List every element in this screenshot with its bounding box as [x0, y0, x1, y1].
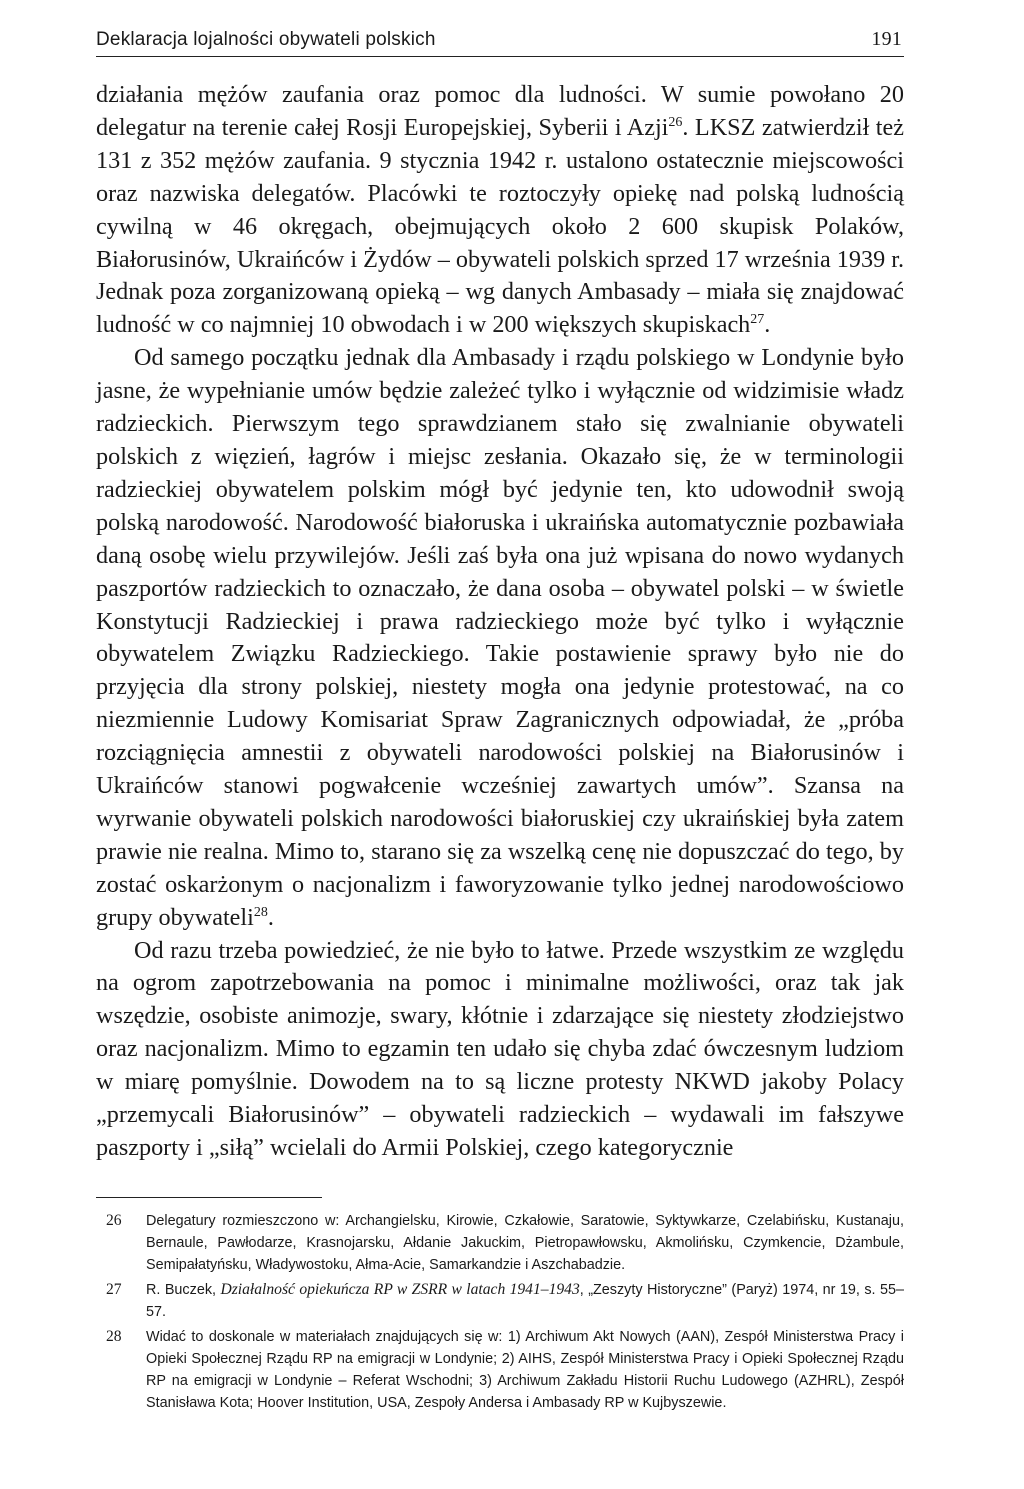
- main-text: [96, 79, 904, 1165]
- footnote-book-title: Działalność opiekuńcza RP w ZSRR w latach 1941–1943: [220, 1280, 580, 1298]
- footnote-ref-26[interactable]: 26: [668, 114, 683, 130]
- footnote-28: [96, 1326, 904, 1414]
- paragraph-text: działania mężów zaufania oraz pomoc dla ludności. W sumie powołano 20 delegatur na terenie całej Rosji Europejskiej, Syberii i Azji: [96, 81, 904, 141]
- paragraph-text: Od samego początku jednak dla Ambasady i rządu polskiego w Londynie było jasne, że wypełnianie umów będzie zależeć tylko i wyłącznie od widzimisie władz radzieckich. Pierwszym tego sprawdzianem stało się zwalnianie obywateli polskich z więzień, łagrów i miejsc zesłania. Okazało się, że w terminologii radzieckiej obywatelem polskim mógł być jedynie ten, kto udowodnił swoją polską narodowość. Narodowość białoruska i ukraińska automatycznie pozbawiała daną osobę wielu przywilejów. Jeśli zaś była ona już wpisana do nowo wydanych paszportów radzieckich to oznaczało, że dana osoba – obywatel polski – w świetle Konstytucji Radzieckiej i prawa radzieckiego może być tylko i wyłącznie obywatelem Związku Radzieckiego. Takie postawienie sprawy było nie do przyjęcia dla strony polskiej, niestety mogła ona jedynie protestować, na co niezmiennie Ludowy Komisariat Spraw Zagranicznych odpowiadał, że „próba rozciągnięcia amnestii z obywateli narodowości polskiej na Białorusinów i Ukraińców stanowi pogwałcenie wcześniej zawartych umów”. Szansa na wyrwanie obywateli polskich narodowości białoruskiej czy ukraińskiej była zatem prawie nie realna. Mimo to, starano się za wszelką cenę nie dopuszczać do tego, by zostać oskarżonym o nacjonalizm i faworyzowanie tylko jednej narodowościowo grupy obywateli: [96, 344, 904, 931]
- footnote-26: [96, 1210, 904, 1276]
- paragraph-text: .: [267, 903, 274, 931]
- footnotes: [96, 1210, 904, 1414]
- running-header: [96, 28, 904, 57]
- footnote-author: R. Buczek,: [146, 1281, 221, 1298]
- footnote-number: 26: [106, 1211, 122, 1229]
- paragraph-1: [96, 79, 904, 342]
- book-page: [96, 28, 904, 1417]
- paragraph-text: . LKSZ zatwierdził też 131 z 352 mężów zaufania. 9 stycznia 1942 r. ustalono ostatecznie miejscowości oraz nazwiska delegatów. Placówki te roztoczyły opiekę nad polską ludnością cywilną w 46 okręgach, obejmujących około 2 600 skupisk Polaków, Białorusinów, Ukraińców i Żydów – obywateli polskich sprzed 17 września 1939 r. Jednak poza zorganizowaną opieką – wg danych Ambasady – miała się znajdować ludność w co najmniej 10 obwodach i w 200 większych skupiskach: [96, 113, 904, 339]
- footnote-ref-28[interactable]: 28: [253, 904, 268, 920]
- footnote-text: [146, 1279, 904, 1323]
- running-title: Deklaracja lojalności obywateli polskich: [96, 29, 436, 50]
- footnote-citation: , „Zeszyty Historyczne” (Paryż) 1974, nr 19, s. 55–57.: [146, 1281, 905, 1320]
- page-number: 191: [871, 28, 902, 50]
- footnote-ref-27[interactable]: 27: [750, 312, 765, 328]
- footnote-text: Widać to doskonale w materiałach znajdujących się w: 1) Archiwum Akt Nowych (AAN), Zespół Ministerstwa Pracy i Opieki Społecznej Rządu RP na emigracji w Londynie; 2) AIHS, Zespół Ministerstwa Pracy i Opieki Społecznej Rządu RP na emigracji w Londynie – Referat Wschodni; 3) Archiwum Zakładu Historii Ruchu Ludowego (AZHRL), Zespół Stanisława Kota; Hoover Institution, USA, Zespoły Andersa i Ambasady RP w Kujbyszewie.: [146, 1328, 904, 1411]
- footnote-27: [96, 1279, 904, 1323]
- footnote-number: 28: [106, 1327, 122, 1345]
- paragraph-text: .: [764, 311, 771, 339]
- footnote-number: 27: [106, 1280, 122, 1298]
- paragraph-text: Od razu trzeba powiedzieć, że nie było to łatwe. Przede wszystkim ze względu na ogrom zapotrzebowania na pomoc i minimalne możliwości, oraz tak jak wszędzie, osobiste animozje, swary, kłótnie i zdarzające się niestety złodziejstwo oraz nacjonalizm. Mimo to egzamin ten udało się chyba zdać ówczesnym ludziom w miarę pomyślnie. Dowodem na to są liczne protesty NKWD jakoby Polacy „przemycali Białorusinów” – obywateli radzieckich – wydawali im fałszywe paszporty i „siłą” wcielali do Armii Polskiej, czego kategorycznie: [96, 936, 904, 1161]
- paragraph-2: [96, 342, 904, 934]
- paragraph-3: [96, 935, 904, 1165]
- footnote-separator: [96, 1197, 322, 1198]
- footnote-text: Delegatury rozmieszczono w: Archangielsku, Kirowie, Czkałowie, Saratowie, Syktywkarze, Czelabińsku, Kustanaju, Bernaule, Pawłodarze, Krasnojarsku, Ałdanie Jakuckim, Pietropawłowsku, Akmolińsku, Czymkencie, Dżambule, Semipałatyńsku, Władywostoku, Ałma-Acie, Samarkandzie i Aszchabadzie.: [146, 1212, 904, 1273]
